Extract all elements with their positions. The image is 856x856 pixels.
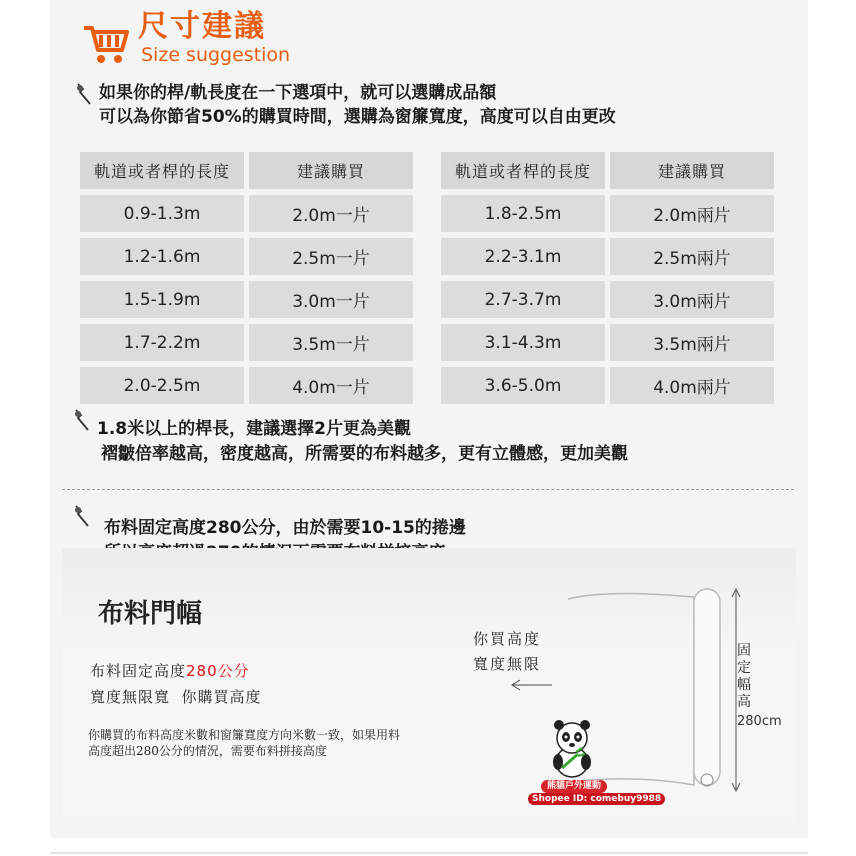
table-cell: 3.6-5.0m	[441, 367, 605, 404]
bottom-divider	[50, 852, 808, 854]
note-3-line-1: 布料固定高度280公分，由於需要10-15的捲邊	[104, 518, 466, 538]
table-cell: 3.0m一片	[249, 281, 413, 318]
table-header: 建議購買	[610, 152, 774, 189]
brand-name-badge: 熊貓戶外運動	[541, 780, 607, 793]
arrow-left-icon	[510, 678, 554, 692]
height-label-char: 固	[737, 643, 751, 659]
fabric-fixed-height	[90, 660, 250, 682]
table-cell: 4.0m一片	[249, 367, 413, 404]
section-divider	[62, 489, 794, 490]
table-cell: 1.2-1.6m	[80, 238, 244, 275]
table-cell: 3.1-4.3m	[441, 324, 605, 361]
pushpin-icon	[72, 504, 92, 530]
table-cell: 2.5m一片	[249, 238, 413, 275]
height-label-char: 定	[737, 660, 751, 676]
table-cell: 2.7-3.7m	[441, 281, 605, 318]
table-cell: 2.0m一片	[249, 195, 413, 232]
shop-id-badge: Shopee ID: comebuy9988	[528, 793, 665, 805]
pushpin-icon	[74, 82, 94, 108]
height-label	[737, 643, 751, 711]
table-cell: 1.5-1.9m	[80, 281, 244, 318]
fabric-desc-line-1: 你購買的布料高度米數和窗簾寬度方向米數一致，如果用料	[88, 728, 401, 742]
note-2-line-2: 褶皺倍率越高，密度越高，所需要的布料越多，更有立體感，更加美觀	[101, 444, 628, 464]
width-label-2: 寬度無限	[473, 655, 542, 673]
table-cell: 1.8-2.5m	[441, 195, 605, 232]
note-2-line-1: 1.8米以上的桿長，建議選擇2片更為美觀	[97, 419, 411, 439]
table-cell: 2.5m兩片	[610, 238, 774, 275]
table-cell: 3.5m兩片	[610, 324, 774, 361]
table-cell: 3.5m一片	[249, 324, 413, 361]
table-header: 軌道或者桿的長度	[80, 152, 244, 189]
table-cell: 0.9-1.3m	[80, 195, 244, 232]
table-cell: 2.2-3.1m	[441, 238, 605, 275]
note-1-line-1: 如果你的桿/軌長度在一下選項中，就可以選購成品額	[99, 83, 497, 103]
height-label-char: 高	[737, 694, 751, 710]
table-header: 軌道或者桿的長度	[441, 152, 605, 189]
fabric-width-title: 布料門幅	[98, 599, 203, 629]
table-cell: 2.0m兩片	[610, 195, 774, 232]
table-cell: 4.0m兩片	[610, 367, 774, 404]
fabric-desc-line-2: 高度超出280公分的情況，需要布料拼接高度	[88, 744, 327, 758]
fabric-width-note: 寬度無限寬 你購買高度	[90, 688, 262, 706]
height-value: 280cm	[737, 714, 782, 729]
table-cell: 2.0-2.5m	[80, 367, 244, 404]
fabric-fixed-height-value: 280公分	[186, 662, 250, 680]
table-cell: 1.7-2.2m	[80, 324, 244, 361]
page-title: 尺寸建議	[138, 9, 266, 44]
pushpin-icon	[72, 408, 92, 434]
table-header: 建議購買	[249, 152, 413, 189]
fabric-fixed-height-label: 布料固定高度	[90, 662, 187, 680]
panda-logo-icon	[548, 716, 596, 780]
height-label-char: 幅	[737, 677, 751, 693]
page-subtitle: Size suggestion	[141, 44, 291, 66]
shopping-cart-icon	[82, 22, 130, 66]
note-1-line-2: 可以為你節省50%的購買時間，選購為窗簾寬度，高度可以自由更改	[99, 107, 616, 127]
table-cell: 3.0m兩片	[610, 281, 774, 318]
width-label-1: 你買高度	[473, 630, 542, 648]
